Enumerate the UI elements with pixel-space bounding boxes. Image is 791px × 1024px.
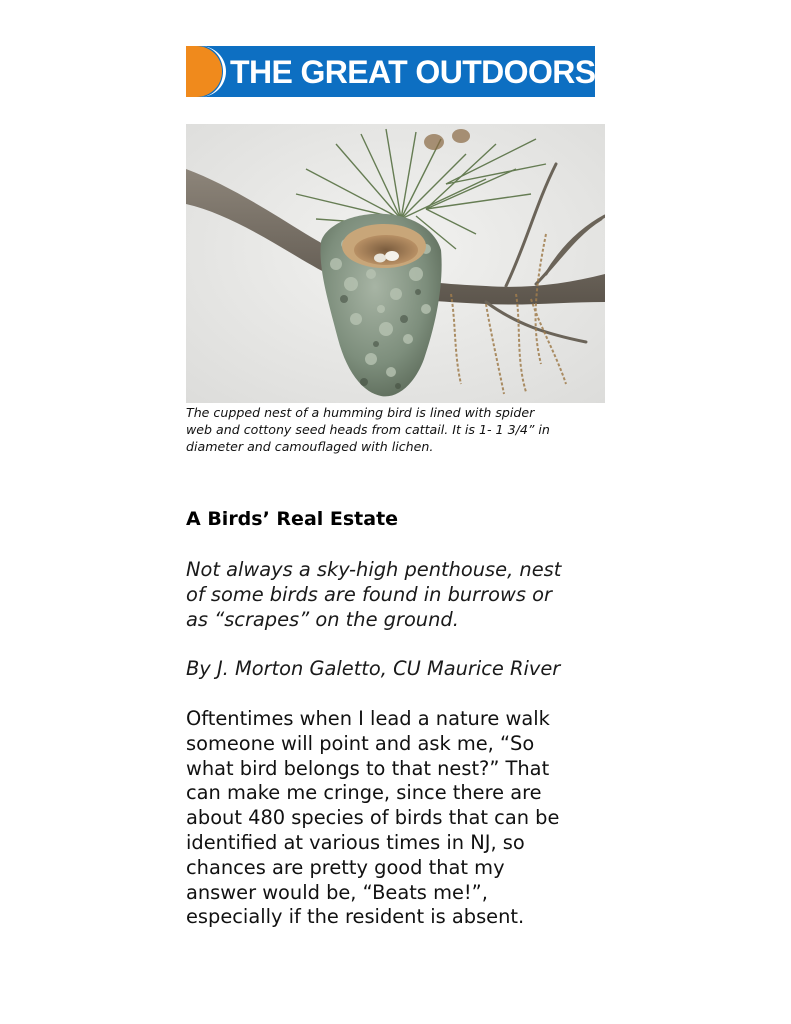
deck-line: of some birds are found in burrows or xyxy=(186,583,552,606)
body-line: Oftentimes when I lead a nature walk xyxy=(186,707,550,730)
article-byline: By J. Morton Galetto, CU Maurice River xyxy=(186,657,561,680)
caption-line: diameter and camouflaged with lichen. xyxy=(186,439,434,454)
body-line: identified at various times in NJ, so xyxy=(186,830,525,854)
deck-line: as “scrapes” on the ground. xyxy=(186,608,459,631)
photo-caption xyxy=(186,404,606,455)
body-line: someone will point and ask me, “So xyxy=(186,731,535,755)
body-line: especially if the resident is absent. xyxy=(186,905,525,929)
article-headline: A Birds’ Real Estate xyxy=(186,508,399,530)
body-line: can make me cringe, since there are xyxy=(186,781,542,805)
section-banner xyxy=(186,46,595,97)
body-line: chances are pretty good that my xyxy=(186,855,505,879)
body-line: answer would be, “Beats me!”, xyxy=(186,880,488,904)
body-line: about 480 species of birds that can be xyxy=(186,806,560,830)
caption-line: web and cottony seed heads from cattail. It is 1- 1 3/4” in xyxy=(186,422,550,437)
nest-egg xyxy=(374,254,386,263)
banner-title: THE GREAT OUTDOORS xyxy=(230,54,595,90)
caption-line: The cupped nest of a humming bird is lined with spider xyxy=(186,405,535,420)
nest-egg xyxy=(385,251,399,261)
body-line: what bird belongs to that nest?” That xyxy=(186,756,550,780)
article-body xyxy=(186,707,616,930)
hummingbird-nest-photo xyxy=(186,124,605,403)
nest-cup xyxy=(354,235,418,265)
deck-line: Not always a sky-high penthouse, nest xyxy=(186,558,562,581)
banner-orange-edge xyxy=(188,46,226,97)
article-deck xyxy=(186,557,606,632)
